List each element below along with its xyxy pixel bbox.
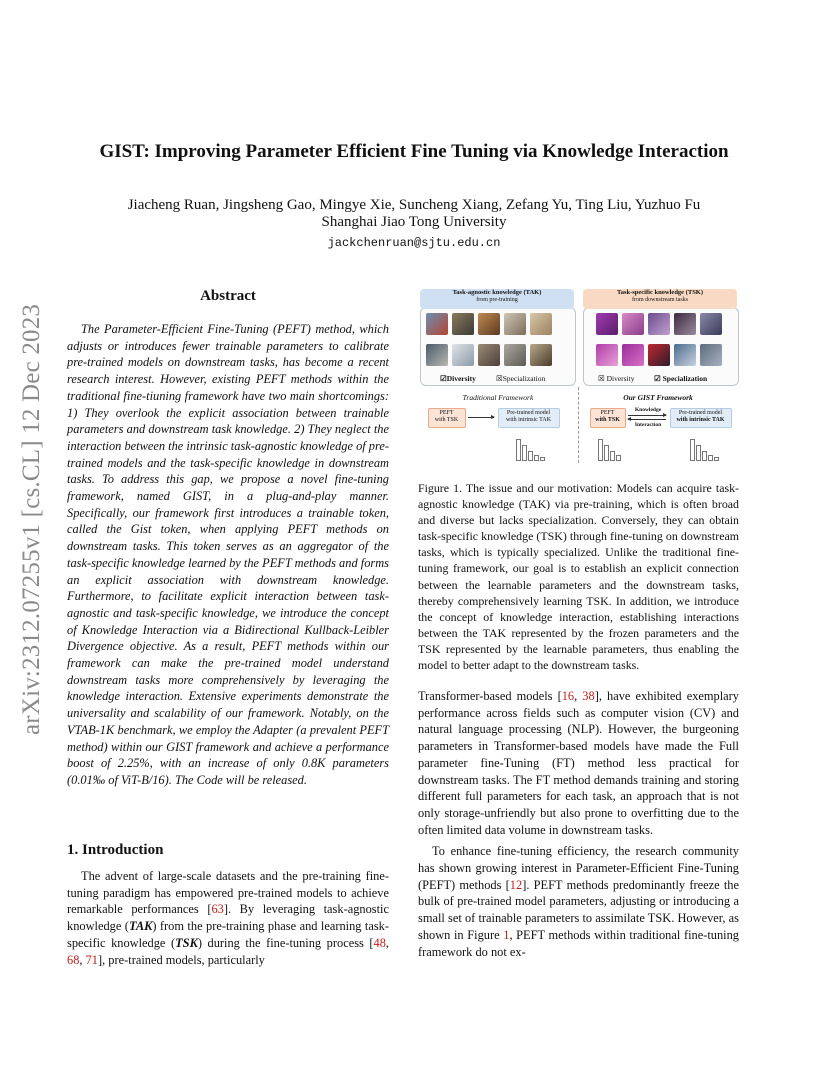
citation-link[interactable]: 16 [561,689,575,703]
image-thumbnail [504,344,526,366]
image-thumbnail [426,313,448,335]
intro-paragraph: The advent of large-scale datasets and the pre-training fine-tuning paradigm has empowered pre-trained models to achieve remarkable performances [63]. By leveraging task-agnostic knowledge (TAK) from the pre-training phase and learning task-specific knowledge (TSK) during the fine-tuning process [48, 68, 71], pre-trained models, particularly [67,869,390,967]
figure-1 [418,287,739,464]
image-thumbnail [530,344,552,366]
framework-divider [578,387,579,463]
intro-heading: 1. Introduction [67,842,164,858]
image-thumbnail [504,313,526,335]
image-thumbnail [622,313,644,335]
citation-link[interactable]: 63 [211,902,224,917]
specialization-cross: ☒Specialization [496,374,546,383]
bar-glyph-icon [516,439,545,461]
bar-glyph-icon [598,439,621,461]
image-thumbnail [596,344,618,366]
diversity-cross: ☒ Diversity [598,374,635,383]
figure-caption: Figure 1. The issue and our motivation: Models can acquire task-agnostic knowledge (TAK) via pre-training, which is often broad and diverse but lacks specialization. Conversely, they can obtain task-specific knowledge (TSK) through fine-tuning on downstream tasks, which is typically specialized. Unlike the traditional fine-tuning framework, our goal is to establish an explicit connection between the learnable parameters and the downstream tasks, thereby comprehensively learning TSK. In addition, we introduce the concept of knowledge interaction, establishing interactions between the TAK represented by the frozen parameters and the TSK represented by the learnable parameters, thus enabling the model to better adapt to the downstream tasks. [418,481,739,673]
body-paragraph: Transformer-based models [16, 38], have exhibited exemplary performance across fields such as computer vision (CV) and natural language processing (NLP). However, the burgeoning parameters in Transformer-based models have made the Full parameter fine-Tuning (FT) method less practical for downstream tasks. The FT method demands training and storing different full parameters for each task, an approach that is not only storage-unfriendly but also prone to overfitting due to the often limited data volume in downstream tasks. [418,689,739,837]
image-thumbnail [596,313,618,335]
tsk-header: Task-specific knowledge (TSK) from downstream tasks [583,289,737,309]
peft-label: PEFT with TSK [595,410,620,423]
citation-link[interactable]: 71 [85,952,98,967]
body-paragraph: To enhance fine-tuning efficiency, the research community has shown growing interest in Parameter-Efficient Fine-Tuning (PEFT) methods [12]. PEFT methods predominantly freeze the bulk of pre-trained model parameters, adjusting or introducing a small set of trainable parameters to assimilate TSK. However, as shown in Figure 1, PEFT methods within traditional fine-tuning framework do not ex- [418,844,740,959]
image-thumbnail [674,313,696,335]
peft-label: PEFT with TSK [434,410,459,423]
arxiv-side-stamp: arXiv:2312.07255v1 [cs.CL] 12 Dec 2023 [18,303,45,735]
image-thumbnail [622,344,644,366]
gist-framework-label: Our GIST Framework [623,393,693,402]
image-thumbnail [648,344,670,366]
citation-link[interactable]: 48 [373,935,386,950]
paper-title: GIST: Improving Parameter Efficient Fine Tuning via Knowledge Interaction [99,141,729,162]
traditional-framework-label: Traditional Framework [462,393,534,402]
citation-link[interactable]: 68 [67,952,80,967]
author-list: Jiacheng Ruan, Jingsheng Gao, Mingye Xie, Suncheng Xiang, Zefang Yu, Ting Liu, Yuzhuo Fu [127,197,701,213]
abstract-heading: Abstract [200,288,256,304]
image-thumbnail [674,344,696,366]
image-thumbnail [452,313,474,335]
image-thumbnail [478,344,500,366]
abstract-body [67,321,389,789]
citation-link[interactable]: 38 [582,689,595,703]
pretrained-model-label: Pre-trained model with intrinsic TAK [676,410,725,423]
image-thumbnail [452,344,474,366]
interaction-label: Interaction [634,422,662,428]
image-thumbnail [478,313,500,335]
right-column-body [418,688,739,960]
tak-header: Task-agnostic knowledge (TAK) from pre-training [420,289,574,309]
image-thumbnail [530,313,552,335]
image-thumbnail [700,344,722,366]
intro-body [67,868,389,968]
image-thumbnail [426,344,448,366]
citation-link[interactable]: 12 [509,877,523,892]
arrow-icon [468,417,494,418]
arrow-icon [628,419,666,420]
abstract-paragraph: The Parameter-Efficient Fine-Tuning (PEFT) method, which adjusts or introduces fewer trainable parameters to calibrate pre-trained models on downstream tasks, has become a recent research interest. However, existing PEFT methods within the traditional fine-tiuning framework have two main shortcomings: 1) They overlook the explicit association between trainable parameters and downstream task knowledge. 2) They neglect the interaction between the intrinsic task-agnostic knowledge of pre-trained models and the task-specific knowledge in downstream tasks. To address this gap, we propose a novel fine-tuning framework, named GIST, in a plug-and-play manner. Specifically, our framework first introduces a trainable token, called the Gist token, when applying PEFT methods on downstream tasks. This token serves as an aggregator of the task-specific knowledge learned by the PEFT methods and forms an explicit association with downstream knowledge. Furthermore, to facilitate explicit interaction between task-agnostic and task-specific knowledge, we introduce the concept of Knowledge Interaction via a Bidirectional Kullback-Leibler Divergence objective. As a result, PEFT methods within our framework can make the pre-trained model understand downstream tasks more comprehensively by leveraging the knowledge interaction. Extensive experiments demonstrate the universality and scalability of our framework. Notably, on the VTAB-1K benchmark, we employ the Adapter (a prevalent PEFT method) within our GIST framework and achieve a performance boost of 2.25%, with an increase of only 0.8K parameters (0.01‰ of ViT-B/16). The Code will be released. [67,322,389,787]
affiliation: Shanghai Jiao Tong University [321,214,507,230]
image-thumbnail [700,313,722,335]
bar-glyph-icon [690,439,719,461]
contact-email[interactable]: jackchenruan@sjtu.edu.cn [327,236,501,250]
diversity-check: ☑Diversity [440,374,476,383]
arrow-icon [628,415,666,416]
specialization-check: ☑ Specialization [654,374,708,383]
image-thumbnail [648,313,670,335]
figure-reference-link[interactable]: 1 [503,927,510,942]
knowledge-label: Knowledge [634,407,662,413]
pretrained-model-label: Pre-trained model with intrinsic TAK [505,410,552,423]
